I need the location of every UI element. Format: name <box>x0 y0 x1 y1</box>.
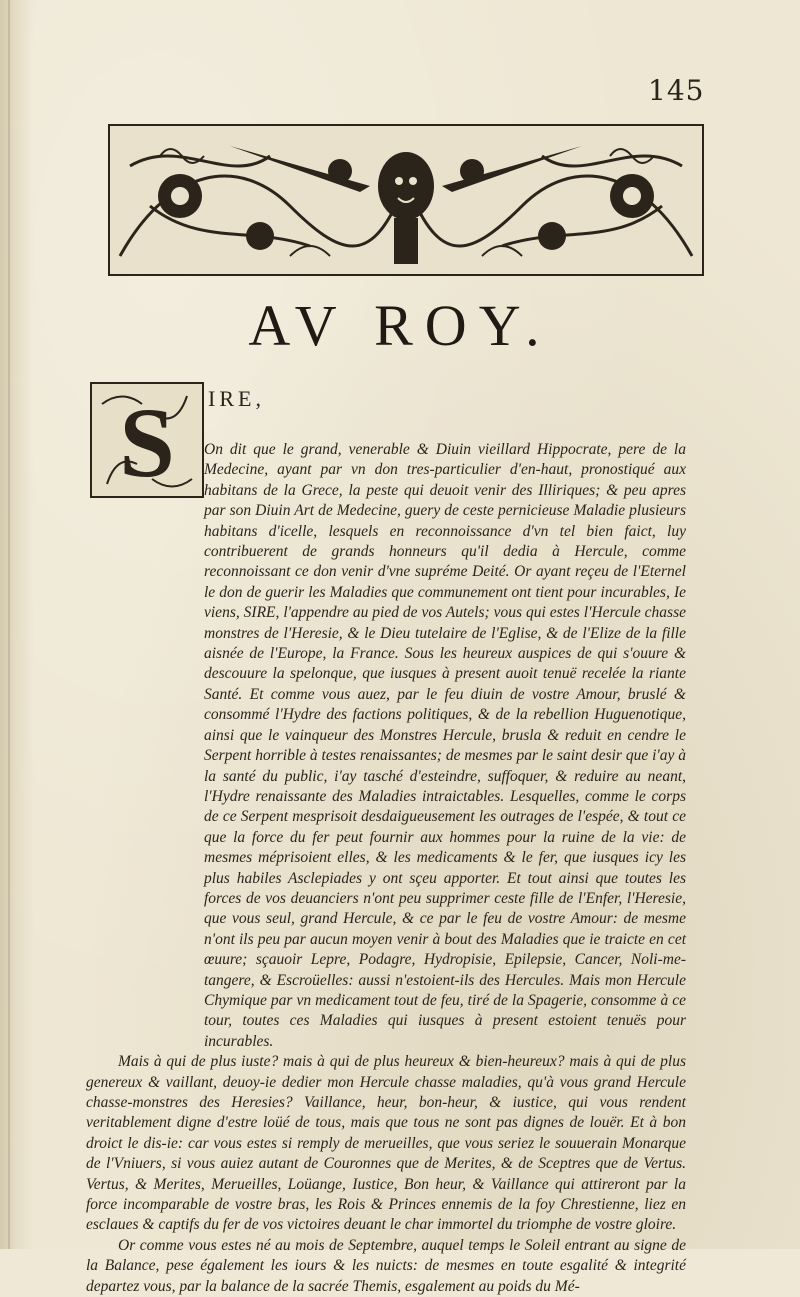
paragraph-2: Mais à qui de plus iuste? mais à qui de plus heureux & bien-heureux? mais à qui de plus genereux & vaillant, deuoy-ie dedier mon Hercule chasse maladies, qu'à vous grand Hercule chasse-monstres des Heresies? Vaillance, heur, bon-heur, & iustice, qui vous rendent veritablement digne d'estre loüé de tous, mais que tous ne sont pas dignes de louër. Et à bon droict le dis-ie: car vous estes si remply de merueilles, que vous seriez le souuerain Monarque de l'Vniuers, si vous auiez autant de Couronnes que de Merites, & de Sceptres que de Vertus. Vertus, & Merites, Merueilles, Loüange, Iustice, Bon heur, & Vaillance qui attireront par la force incomparable de vostre bras, les Rois & Princes ennemis de la foy Chrestienne, liez en esclaues & captifs du fer de vos victoires deuant le char immortel du triomphe de vostre gloire. <box>86 1053 686 1234</box>
floral-ornament-icon <box>110 126 702 274</box>
binding-edge <box>8 0 10 1249</box>
letter-body <box>86 440 686 1297</box>
salutation: IRE, <box>208 386 265 411</box>
page-gutter <box>0 0 34 1249</box>
page-number: 145 <box>648 74 705 107</box>
svg-text:S: S <box>119 387 175 496</box>
ornamental-headpiece <box>108 124 704 276</box>
paragraph-3: Or comme vous estes né au mois de Septembre, auquel temps le Soleil entrant au signe de la Balance, pese également les iours & les nuicts: de mesmes en toute esgalité & integrité departez vous, par la balance de la sacrée Themis, esgalement au poids du Mé- <box>86 1236 686 1295</box>
paragraph-1: On dit que le grand, venerable & Diuin vieillard Hippocrate, pere de la Medecine, ayant par vn don tres-particulier d'en-haut, pronostiqué aux habitans de la Grece, la peste qui deuoit venir des Illiriques; & peu apres par son Diuin Art de Medecine, guery de ceste pernicieuse Maladie plusieurs habitans d'icelle, lesquels en reconnoissance d'vn tel bien faict, luy contribuerent de grands honneurs qu'il dedia à Hercule, comme reconnoissant ce don venir d'vne supréme Deité. Or ayant reçeu de l'Eternel le don de guerir les Maladies que communement ont tient pour incurables, Ie viens, SIRE, l'appendre au pied de vos Autels; vous qui estes l'Hercule chasse monstres de l'Heresie, & le Dieu tutelaire de l'Eglise, & de l'Elize de la fille aisnée de l'Europe, la France. Sous les heureux auspices de qui s'ouure & descouure la spelonque, que iusques à present auoit tenuë recelée la riante Santé. Et comme vous auez, par le feu diuin de vostre Amour, bruslé & consommé l'Hydre des factions politiques, & de la rebellion Huguenotique, ainsi que le vainqueur des Monstres Hercule, brusla & reduit en cendre le Serpent horrible à testes renaissantes; de mesmes par le saint desir que i'ay à la santé du public, i'ay tasché d'esteindre, suffoquer, & reduire au neant, l'Hydre renaissante des Maladies intraictables. Lesquelles, comme le corps de ce Serpent mesprisoit desdaigueusement les outrages de l'espée, & tout ce que la force du fer peut fournir aux hommes pour la ruine de la vie: de mesmes méprisoient elles, & les medicaments & le fer, que iusques icy les plus habiles Asclepiades y ont sçeu apporter. Et tout ainsi que toutes les forces de vos deuanciers n'ont peu supprimer ceste fille de l'Enfer, l'Heresie, que vous seul, grand Hercule, & ce par le feu de vostre Amour: de mesme n'ont ils peu par aucun moyen venir à bout des Maladies que ie traicte en cet œuure; sçauoir Lepre, Podagre, Hydropisie, Epilepsie, Cancer, Noli-me-tangere, & Escroüelles: aussi n'estoient-ils des Hercules. Mais mon Hercule Chymique par vn medicament tout de feu, tiré de la Spagerie, consomme à ce tour, toutes ces Maladies qui iusques à present estoient tenuës pour incurables. <box>204 441 686 1050</box>
page-title: AV ROY. <box>248 293 552 358</box>
